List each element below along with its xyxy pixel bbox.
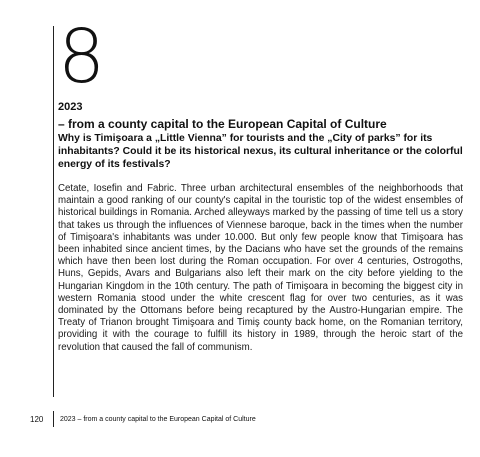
chapter-question: Why is Timişoara a „Little Vienna” for tourists and the „City of parks” for its inhabitants? Could it be its historical nexus, its cultural inheritance or the colorful energy of its festivals? bbox=[58, 133, 463, 170]
page-number: 120 bbox=[30, 414, 44, 424]
chapter-year: 2023 bbox=[58, 101, 83, 113]
running-title: 2023 – from a county capital to the European Capital of Culture bbox=[60, 415, 256, 423]
chapter-title: – from a county capital to the European Capital of Culture bbox=[58, 117, 387, 131]
chapter-divider-line bbox=[53, 26, 54, 397]
page-footer bbox=[30, 411, 256, 427]
footer-divider bbox=[53, 411, 54, 427]
body-paragraph: Cetate, Iosefin and Fabric. Three urban architectural ensembles of the neighborhoods that maintain a good ranking of our county's capital in the touristic top of the widest ensembles of historical buildings in Romania. Arched alleyways marked by the passing of time tell us a story that takes us through the influences of Viennese baroque, back in the times when the number of Timişoara's inhabitants was under 10.000. But only few people know that Timişoara has been inhabited since ancient times, by the Dacians who have set the grounds of the remains which have then been lost during the Roman occupation. For over 4 centuries, Ostrogoths, Huns, Gepids, Avars and Bulgarians also left their mark on the city before yielding to the Hungarian Kingdom in the 10th century. The path of Timişoara in becoming the biggest city in western Romania stood under the white crescent flag for over two centuries, as it was dominated by the Ottomans before being recaptured by the Austro-Hungarian empire. The Treaty of Trianon brought Timişoara and Timiş county back home, on the Romanian territory, providing it with the courage to fulfill its history in 1989, through the heroic start of the revolution that caused the fall of communism. bbox=[58, 183, 463, 353]
chapter-number: 8 bbox=[58, 14, 106, 100]
